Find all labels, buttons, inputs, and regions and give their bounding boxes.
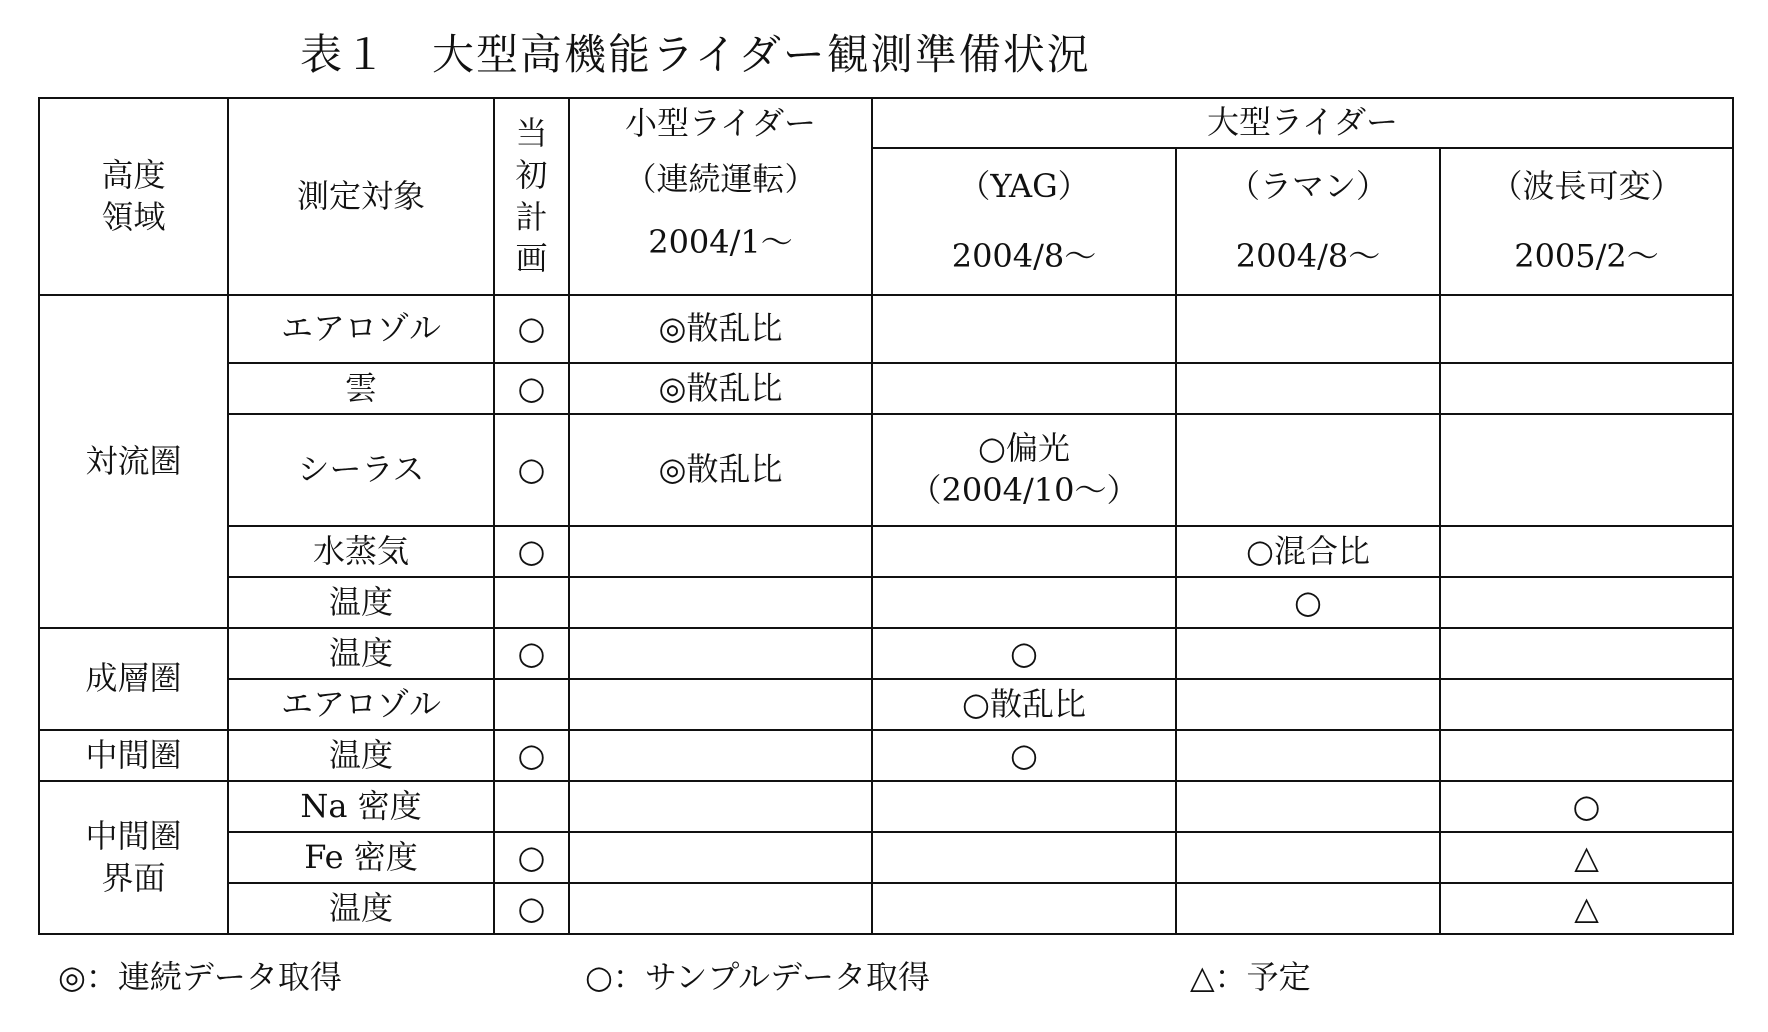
tunable-cell [1440,526,1733,577]
table-row [39,781,1733,832]
plan-cell: ○ [494,526,569,577]
region-cell: 対流圏 [39,295,228,628]
table-row [39,526,1733,577]
target-cell: 温度 [228,628,494,679]
raman-cell [1176,781,1440,832]
yag-cell [872,781,1176,832]
header-altitude-region: 高度 領域 [39,98,228,295]
target-cell: Na 密度 [228,781,494,832]
small-lidar-cell [569,832,872,883]
yag-cell [872,577,1176,628]
tunable-cell [1440,628,1733,679]
header-target: 測定対象 [228,98,494,295]
table-row [39,295,1733,363]
yag-cell: ○偏光 （2004/10〜） [872,414,1176,526]
small-lidar-cell [569,628,872,679]
target-cell: 温度 [228,730,494,781]
header-large-lidar: 大型ライダー [872,98,1733,148]
table-row [39,883,1733,934]
target-cell: 雲 [228,363,494,414]
raman-cell [1176,679,1440,730]
tunable-cell [1440,414,1733,526]
yag-cell: ○散乱比 [872,679,1176,730]
tunable-cell: ○ [1440,781,1733,832]
region-cell: 成層圏 [39,628,228,730]
tunable-cell: △ [1440,832,1733,883]
table-title: 表１ 大型高機能ライダー観測準備状況 [300,30,1091,79]
raman-cell [1176,883,1440,934]
plan-cell [494,781,569,832]
yag-cell [872,363,1176,414]
small-lidar-cell [569,730,872,781]
small-lidar-cell [569,577,872,628]
target-cell: 温度 [228,577,494,628]
raman-cell [1176,363,1440,414]
table-row [39,730,1733,781]
header-row-1 [39,98,1733,148]
table-row [39,832,1733,883]
plan-cell: ○ [494,832,569,883]
yag-cell [872,883,1176,934]
region-cell: 中間圏 [39,730,228,781]
tunable-cell [1440,295,1733,363]
table-row [39,628,1733,679]
small-lidar-cell [569,781,872,832]
region-cell: 中間圏 界面 [39,781,228,934]
raman-cell [1176,295,1440,363]
header-small-lidar: 小型ライダー （連続運転） 2004/1〜 [569,98,872,295]
yag-cell: ○ [872,628,1176,679]
raman-cell [1176,628,1440,679]
yag-cell: ○ [872,730,1176,781]
plan-cell [494,577,569,628]
plan-cell: ○ [494,414,569,526]
legend-continuous: ◎：連続データ取得 [58,958,342,996]
target-cell: エアロゾル [228,679,494,730]
header-yag: （YAG） 2004/8〜 [872,148,1176,295]
target-cell: エアロゾル [228,295,494,363]
yag-cell [872,832,1176,883]
target-cell: 水蒸気 [228,526,494,577]
raman-cell [1176,414,1440,526]
plan-cell: ○ [494,883,569,934]
header-tunable: （波長可変） 2005/2〜 [1440,148,1733,295]
lidar-status-table [38,97,1734,935]
tunable-cell [1440,577,1733,628]
small-lidar-cell: ◎散乱比 [569,363,872,414]
plan-cell: ○ [494,363,569,414]
plan-cell: ○ [494,730,569,781]
raman-cell [1176,832,1440,883]
target-cell: シーラス [228,414,494,526]
tunable-cell [1440,363,1733,414]
small-lidar-cell: ◎散乱比 [569,414,872,526]
tunable-cell: △ [1440,883,1733,934]
plan-cell [494,679,569,730]
tunable-cell [1440,730,1733,781]
plan-cell: ○ [494,295,569,363]
plan-cell: ○ [494,628,569,679]
legend-sample: ○：サンプルデータ取得 [585,958,931,996]
target-cell: 温度 [228,883,494,934]
yag-cell [872,295,1176,363]
target-cell: Fe 密度 [228,832,494,883]
header-initial-plan: 当 初 計 画 [494,98,569,295]
raman-cell: ○混合比 [1176,526,1440,577]
tunable-cell [1440,679,1733,730]
table-row [39,414,1733,526]
small-lidar-cell [569,679,872,730]
small-lidar-cell [569,883,872,934]
table-row [39,679,1733,730]
legend-planned: △：予定 [1190,958,1311,996]
table-row [39,577,1733,628]
header-raman: （ラマン） 2004/8〜 [1176,148,1440,295]
yag-cell [872,526,1176,577]
small-lidar-cell: ◎散乱比 [569,295,872,363]
raman-cell: ○ [1176,577,1440,628]
small-lidar-cell [569,526,872,577]
raman-cell [1176,730,1440,781]
table-row [39,363,1733,414]
